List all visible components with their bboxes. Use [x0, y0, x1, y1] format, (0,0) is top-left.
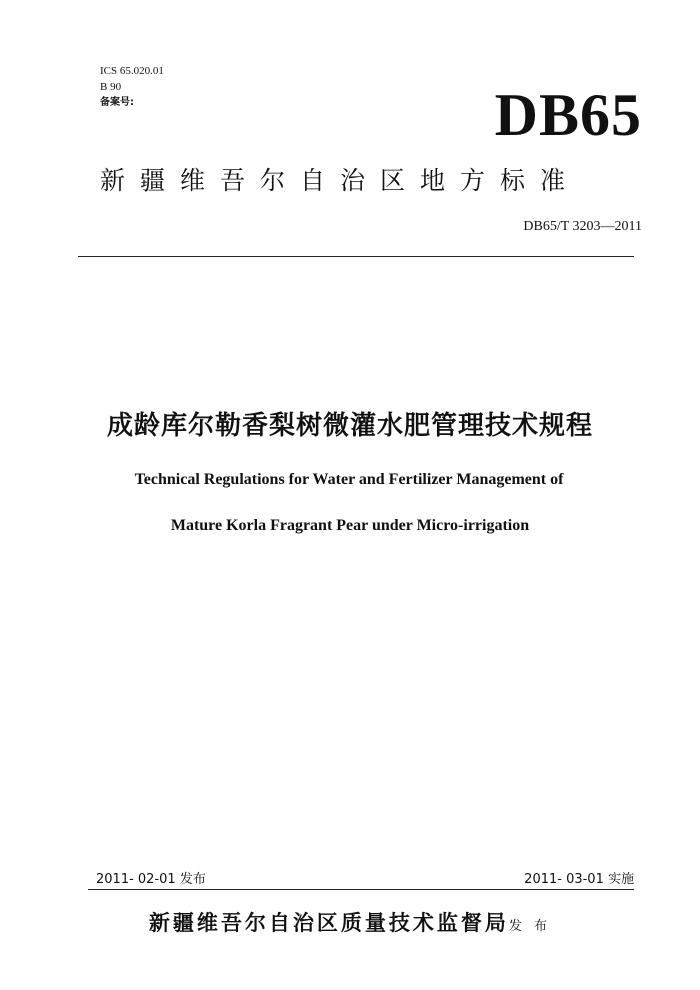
standard-number: DB65/T 3203—2011 — [523, 219, 642, 234]
document-title-chinese: 成龄库尔勒香梨树微灌水肥管理技术规程 — [106, 411, 593, 441]
implementation-date: 2011- 03-01 实施 — [524, 872, 634, 887]
standard-type: 新疆维吾尔自治区地方标准 — [100, 166, 581, 195]
issue-date: 2011- 02-01 发布 — [96, 872, 206, 887]
issuing-authority: 新疆维吾尔自治区质量技术监督局 — [148, 911, 509, 935]
document-title-english-line2: Mature Korla Fragrant Pear under Micro-irrigation — [170, 517, 530, 534]
document-title-english-line1: Technical Regulations for Water and Fertilizer Management of — [134, 471, 564, 488]
standard-code-logo: DB65 — [494, 82, 642, 148]
filing-number-label: 备案号: — [100, 97, 134, 108]
issuer-line — [0, 908, 700, 942]
footer-divider — [88, 889, 634, 890]
ics-code: ICS 65.020.01 — [100, 65, 164, 77]
ccs-code: B 90 — [100, 81, 122, 93]
issuer-suffix: 发 布 — [508, 919, 552, 934]
header-divider — [78, 256, 634, 257]
